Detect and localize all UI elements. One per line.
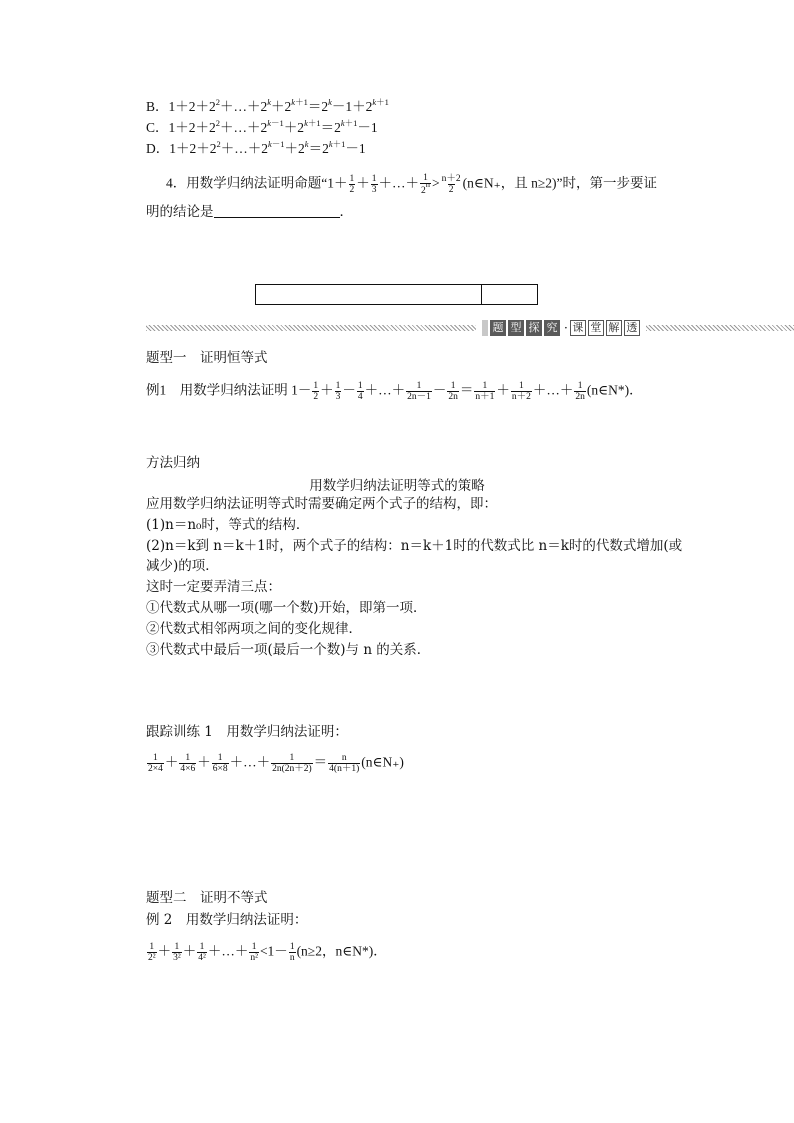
table-divider (481, 285, 482, 304)
fraction: $\frac{1}{2^n}$ (421, 173, 430, 196)
fraction: $\frac{1}{2n-1}$ (407, 381, 431, 402)
fraction: $\frac{n}{4(n+1)}$ (329, 753, 360, 774)
question-4: 4．用数学归纳法证明命题“1＋ $\frac{1}{2}$ ＋ $\frac{1}{3}$ ＋…＋ $\frac{1}{2^n}$ > $\frac{n+2}{2}$ (n∈N₊，且 n≥2)”时，第一步要证 (166, 173, 658, 196)
fraction: $\frac{1}{\text{4²}}$ (198, 942, 206, 963)
fraction: $\frac{1}{2n}$ (448, 381, 458, 402)
option-d-part5: －1 (345, 141, 366, 156)
method-p6: ②代数式相邻两项之间的变化规律． (146, 621, 362, 637)
fraction: $\frac{1}{\text{n²}}$ (250, 942, 258, 963)
fraction: $\frac{1}{4\times 6}$ (180, 753, 196, 774)
option-b-part4: ＝2 (307, 99, 329, 114)
option-c-part5: －1 (357, 120, 378, 135)
option-d: D．$1+2+2^2+\dots+2^{k-1}+2^k=2^{k+1}-1$ (146, 139, 366, 156)
q4-condition: (n∈N₊，且 n≥2)”时，第一步要证 (462, 175, 658, 191)
option-b-label: B． (146, 99, 169, 114)
fraction: $\frac{1}{2}$ (349, 174, 355, 195)
banner-corner (482, 320, 488, 336)
fraction: $\frac{1}{\text{2²}}$ (148, 942, 156, 963)
banner-hatch-right (646, 325, 794, 331)
method-p2: (1)n＝n₀时，等式的结构． (146, 517, 310, 533)
q4-prefix: 4．用数学归纳法证明命题“1＋ (166, 175, 348, 191)
option-b: B．$1+2+2^2+\dots+2^k+2^{k+1}=2^k-1+2^{k+1}$ (146, 97, 389, 114)
option-d-part2: ＋…＋2 (220, 141, 268, 156)
section-banner (146, 318, 674, 338)
example-1-label: 例1 用数学归纳法证明 1－ (146, 382, 312, 398)
method-p1: 应用数学归纳法证明等式时需要确定两个式子的结构，即： (146, 496, 497, 512)
option-b-part5: －1＋2 (331, 99, 373, 114)
option-c-part2: ＋…＋2 (220, 120, 268, 135)
fraction: $\frac{1}{3}$ (335, 381, 341, 402)
option-c-part3: ＋2 (283, 120, 305, 135)
method-p7: ③代数式中最后一项(最后一个数)与 n 的关系． (146, 642, 431, 658)
option-d-part1: 1＋2＋2 (169, 141, 217, 156)
banner-char: 解 (606, 320, 622, 336)
fraction: $\frac{n+2}{2}$ (441, 174, 461, 195)
type2-heading: 题型二 证明不等式 (146, 890, 268, 906)
banner-char: 探 (526, 320, 542, 336)
fraction: $\frac{1}{n+1}$ (475, 381, 495, 402)
option-c-part4: ＝2 (320, 120, 341, 135)
example-2-formula: $\frac{1}{\text{2²}}$ ＋ $\frac{1}{\text{3²}}$ ＋ $\frac{1}{\text{4²}}$ ＋…＋ $\frac{1}{\text{n²}}$ <1－ $\frac{1}{n}$ (n≥2，n∈N*)． (148, 942, 387, 963)
banner-char: 透 (624, 320, 640, 336)
option-d-part3: ＋2 (284, 141, 305, 156)
question-4-line2 (146, 203, 353, 221)
example-1-tail: (n∈N*)． (586, 382, 643, 398)
fraction: $\frac{1}{n}$ (289, 942, 295, 963)
option-c-part1: 1＋2＋2 (168, 120, 216, 135)
banner-char: 型 (508, 320, 524, 336)
fraction: $\frac{1}{3}$ (371, 174, 377, 195)
option-c: C．$1+2+2^2+\dots+2^{k-1}+2^{k+1}=2^{k+1}-1$ (146, 118, 378, 135)
method-p3b: 减少)的项． (146, 558, 219, 574)
method-title: 用数学归纳法证明等式的策略 (309, 478, 485, 494)
fraction: $\frac{1}{2\times 4}$ (148, 753, 163, 774)
method-p4: 这时一定要弄清三点： (146, 579, 281, 595)
banner-char: 究 (544, 320, 560, 336)
track1-formula: $\frac{1}{2\times 4}$ ＋ $\frac{1}{4\times 6}$ ＋ $\frac{1}{6\times 8}$ ＋…＋ $\frac{1}{2n(2n+2)}$ ＝ $\frac{n}{4(n+1)}$ (n∈N₊) (148, 753, 404, 774)
type1-heading: 题型一 证明恒等式 (146, 350, 268, 366)
banner-separator: · (564, 321, 568, 335)
example-1: 例1 用数学归纳法证明 1－ $\frac{1}{2}$ ＋ $\frac{1}{3}$ － $\frac{1}{4}$ ＋…＋ $\frac{1}{2n-1}$ － $\frac{1}{2n}$ ＝ $\frac{1}{n+1}$ ＋ $\frac{1}{n+2}$ ＋…＋ $\frac{1}{2n}$ (n∈N*)． (146, 381, 643, 402)
fraction: $\frac{1}{2}$ (313, 381, 319, 402)
banner-char: 课 (570, 320, 586, 336)
track1-heading: 跟踪训练 1 用数学归纳法证明： (146, 724, 348, 740)
option-b-part1: 1＋2＋2 (168, 99, 216, 114)
fraction: $\frac{1}{6\times 8}$ (212, 753, 228, 774)
banner-tag (482, 318, 642, 338)
answer-blank[interactable] (214, 203, 340, 218)
banner-char: 堂 (588, 320, 604, 336)
option-c-label: C． (146, 120, 169, 135)
example-2-label: 例 2 用数学归纳法证明： (146, 912, 308, 928)
method-p3a: (2)n＝k到 n＝k＋1时，两个式子的结构：n＝k＋1时的代数式比 n＝k时的代数式增加(或 (146, 538, 683, 554)
q4-line2-text: 明的结论是 (146, 204, 214, 220)
method-heading: 方法归纳 (146, 455, 200, 471)
q4-mid: ＋…＋ (378, 175, 419, 191)
option-b-part3: ＋2 (271, 99, 292, 114)
track1-tail: (n∈N₊) (361, 754, 404, 770)
banner-hatch-left (146, 325, 476, 331)
fraction: $\frac{1}{2n(2n+2)}$ (272, 753, 312, 774)
empty-table (255, 284, 538, 305)
fraction: $\frac{1}{4}$ (357, 381, 363, 402)
example-2-tail: (n≥2，n∈N*)． (296, 943, 387, 959)
fraction: $\frac{1}{\text{3²}}$ (173, 942, 181, 963)
option-b-part2: ＋…＋2 (220, 99, 268, 114)
option-d-label: D． (146, 141, 170, 156)
q4-end: ． (339, 204, 353, 220)
fraction: $\frac{1}{n+2}$ (511, 381, 531, 402)
option-d-part4: ＝2 (308, 141, 329, 156)
method-p5: ①代数式从哪一项(哪一个数)开始，即第一项． (146, 600, 427, 616)
fraction: $\frac{1}{2n}$ (575, 381, 585, 402)
banner-char: 题 (490, 320, 506, 336)
